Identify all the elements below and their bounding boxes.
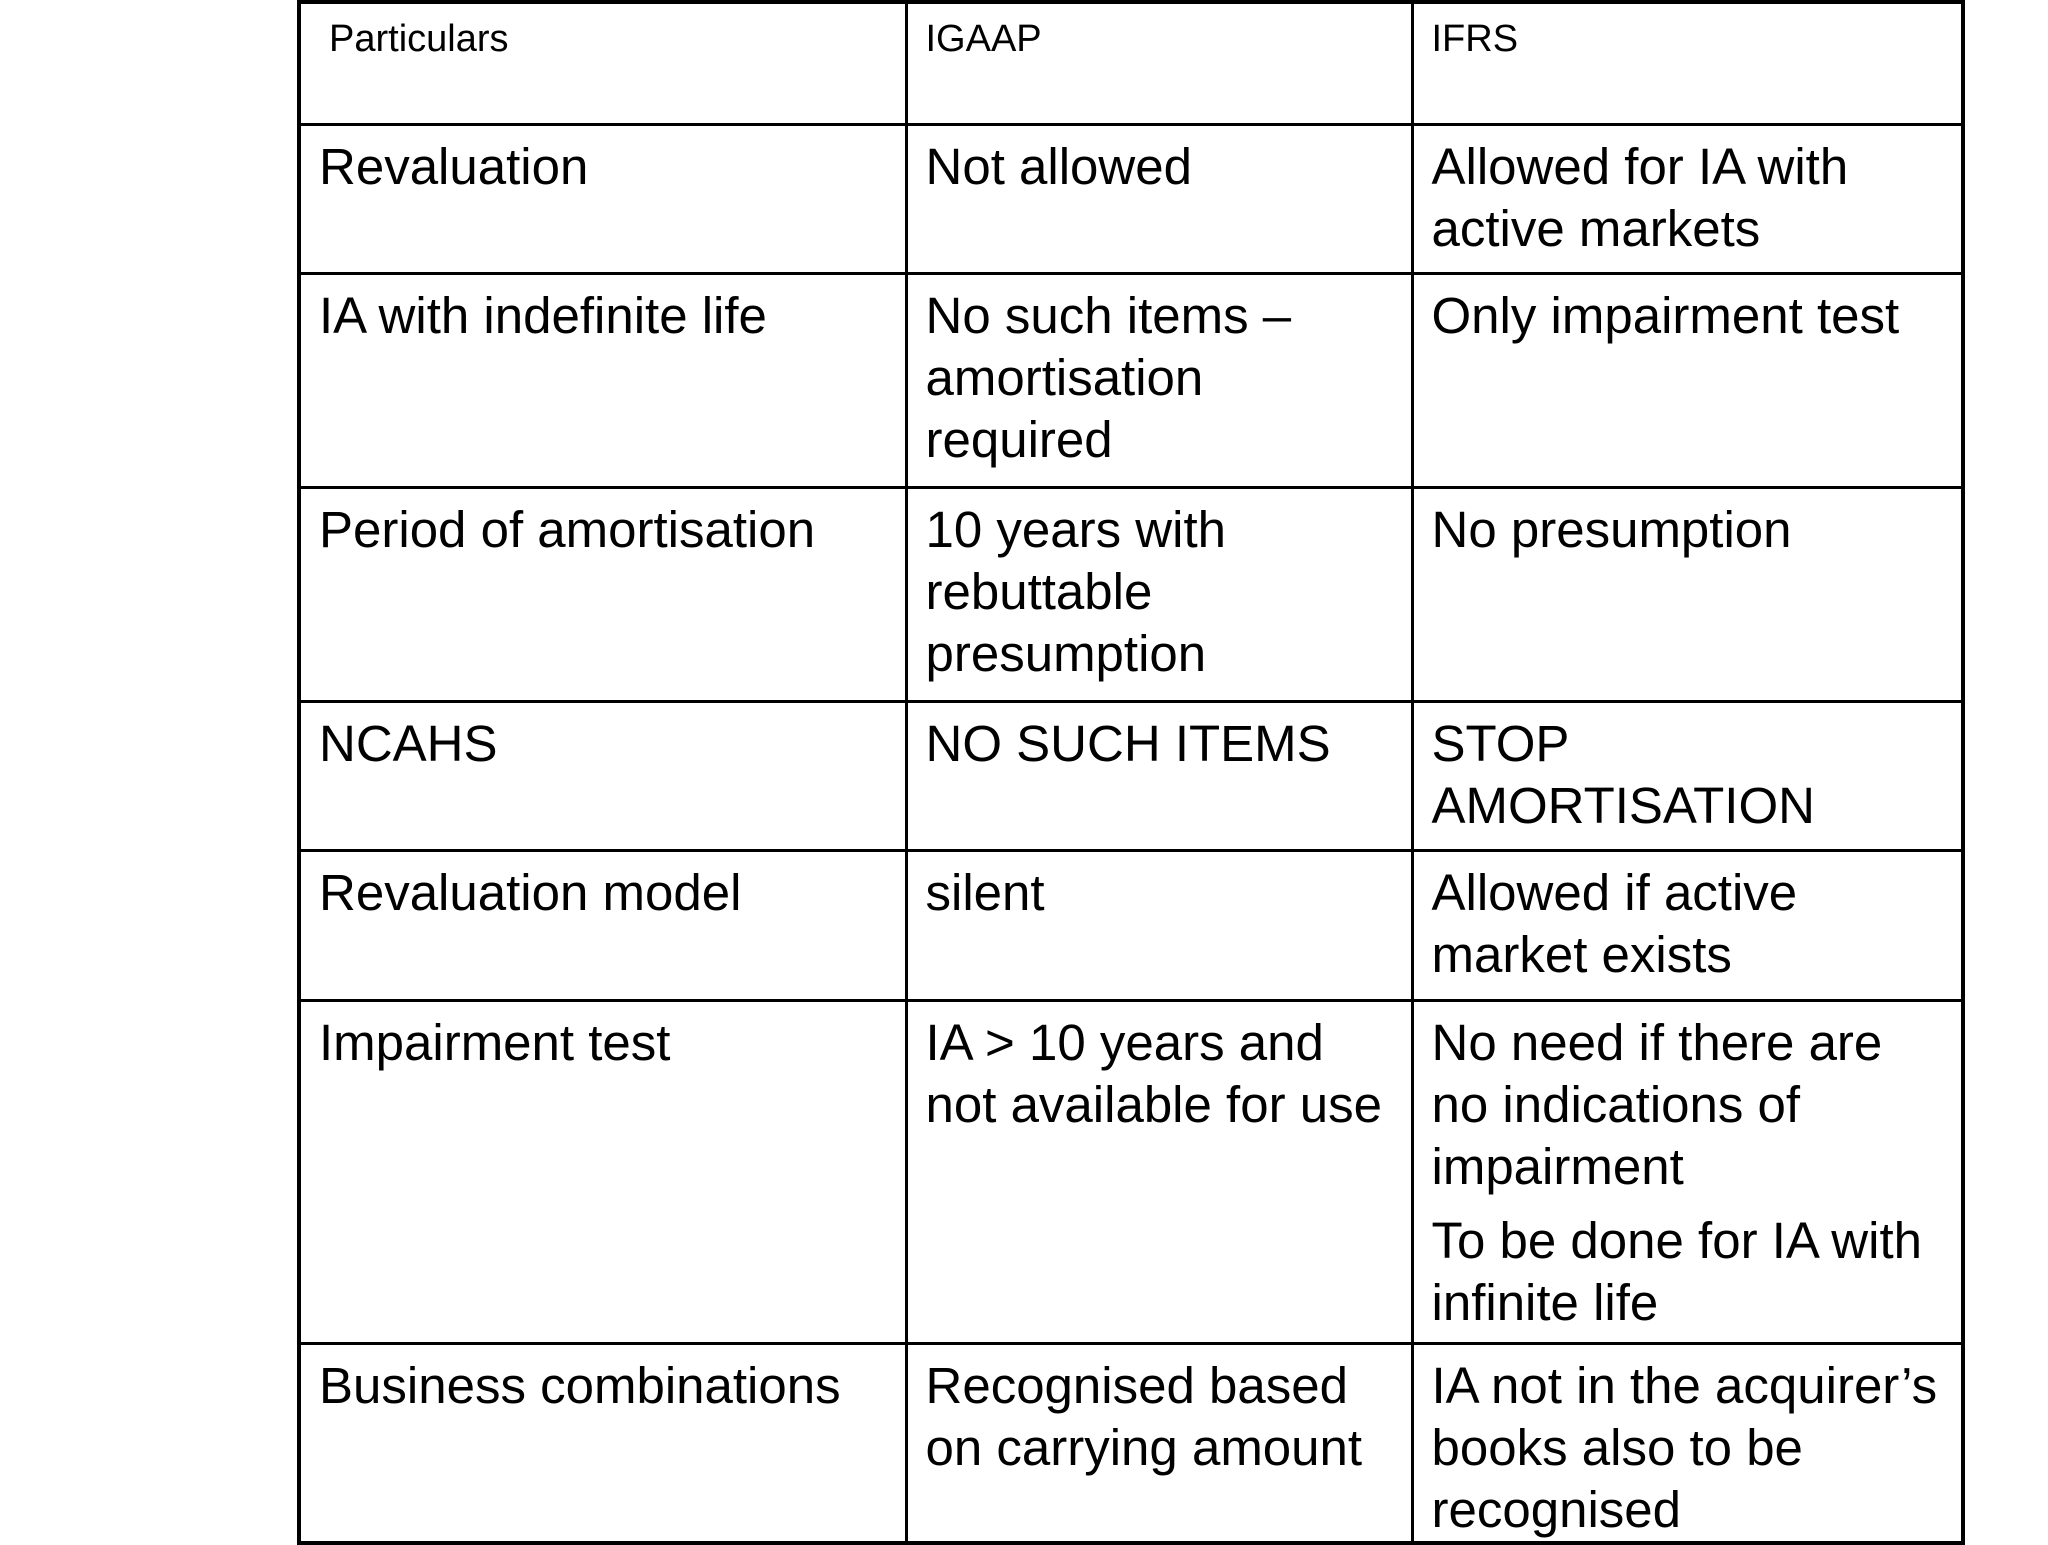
cell-igaap: Recognised based on carrying amount: [906, 1343, 1412, 1543]
cell-igaap: NO SUCH ITEMS: [906, 701, 1412, 850]
cell-particulars: Period of amortisation: [299, 487, 906, 701]
cell-igaap: No such items – amortisation required: [906, 273, 1412, 487]
table-row: [299, 1343, 1963, 1543]
cell-particulars: Revaluation model: [299, 850, 906, 1000]
table-row: [299, 124, 1963, 273]
cell-ifrs: [1412, 1000, 1963, 1343]
header-ifrs: IFRS: [1412, 2, 1963, 124]
cell-igaap: Not allowed: [906, 124, 1412, 273]
table-header-row: [299, 2, 1963, 124]
cell-particulars: Impairment test: [299, 1000, 906, 1343]
cell-particulars: IA with indefinite life: [299, 273, 906, 487]
cell-particulars: Revaluation: [299, 124, 906, 273]
igaap-ifrs-comparison-table: [297, 0, 1965, 1545]
table-row: [299, 701, 1963, 850]
cell-particulars: NCAHS: [299, 701, 906, 850]
cell-ifrs: IA not in the acquirer’s books also to be recognised: [1412, 1343, 1963, 1543]
header-particulars: Particulars: [299, 2, 906, 124]
table-row: [299, 273, 1963, 487]
cell-igaap: 10 years with rebuttable presumption: [906, 487, 1412, 701]
cell-particulars: Business combinations: [299, 1343, 906, 1543]
cell-ifrs: Allowed for IA with active markets: [1412, 124, 1963, 273]
cell-ifrs: Allowed if active market exists: [1412, 850, 1963, 1000]
header-igaap: IGAAP: [906, 2, 1412, 124]
paragraph-gap: [1432, 1198, 1944, 1210]
table-row: [299, 487, 1963, 701]
cell-igaap: IA > 10 years and not available for use: [906, 1000, 1412, 1343]
ifrs-paragraph: No need if there are no indications of impairment: [1431, 1013, 1883, 1195]
comparison-table-frame: [297, 0, 1961, 1536]
cell-igaap: silent: [906, 850, 1412, 1000]
cell-ifrs: STOP AMORTISATION: [1412, 701, 1963, 850]
table-row: [299, 850, 1963, 1000]
table-row: [299, 1000, 1963, 1343]
cell-ifrs: Only impairment test: [1412, 273, 1963, 487]
cell-ifrs: No presumption: [1412, 487, 1963, 701]
ifrs-paragraph-extra: To be done for IA with infinite life: [1431, 1211, 1922, 1331]
